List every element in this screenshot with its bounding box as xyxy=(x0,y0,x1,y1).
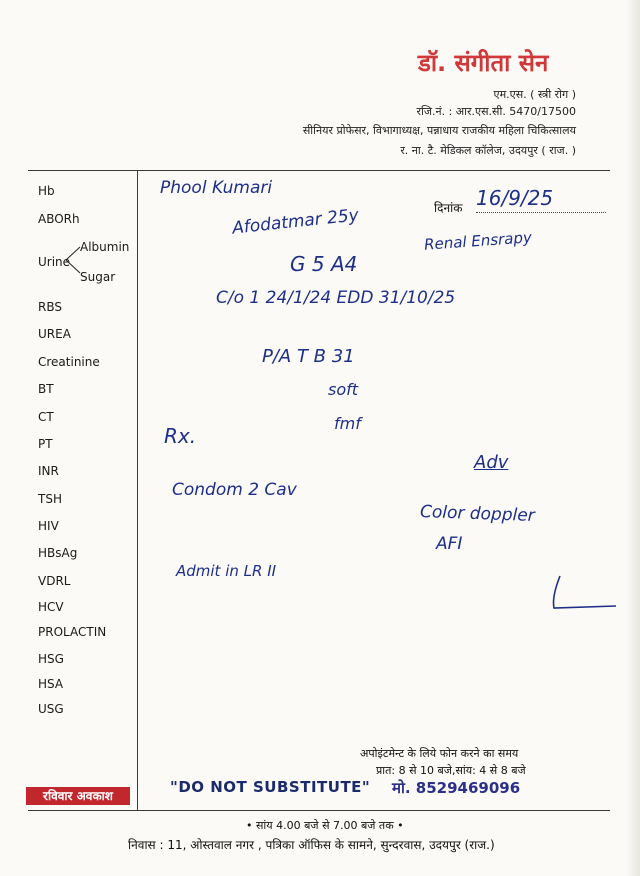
test-usg: USG xyxy=(38,702,64,716)
rx-condom: Condom 2 Cav xyxy=(172,480,297,500)
test-tsh: TSH xyxy=(38,492,62,506)
evening-hours: • सांय 4.00 बजे से 7.00 बजे तक • xyxy=(246,819,404,832)
signature-icon xyxy=(546,574,620,614)
do-not-substitute: "DO NOT SUBSTITUTE" xyxy=(170,778,371,796)
note-soft: soft xyxy=(328,380,359,399)
test-pt: PT xyxy=(38,437,53,451)
test-vdrl: VDRL xyxy=(38,574,71,588)
note-obstetric: G 5 A4 xyxy=(290,252,358,276)
appointment-times: प्रात: 8 से 10 बजे,सांय: 4 से 8 बजे xyxy=(376,764,526,777)
test-urine: Urine xyxy=(38,255,71,269)
residence-address: निवास : 11, ओस्तवाल नगर , पत्रिका ऑफिस के सामने, सुन्दरवास, उदयपुर (राज.) xyxy=(128,838,495,852)
sidebar-divider xyxy=(137,170,138,810)
doctor-name: डॉ. संगीता सेन xyxy=(418,49,549,77)
note-age-line: Afodatmar 25y xyxy=(231,205,360,239)
test-hsa: HSA xyxy=(38,677,64,691)
note-fmf: fmf xyxy=(334,414,361,433)
advice-afi: AFI xyxy=(436,534,463,554)
phone-number: मो. 8529469096 xyxy=(392,779,521,797)
test-hiv: HIV xyxy=(38,519,59,533)
test-bt: BT xyxy=(38,382,54,396)
footer-divider xyxy=(28,810,610,811)
test-inr: INR xyxy=(38,464,59,478)
appointment-note: अपोइंटमेन्ट के लिये फोन करने का समय xyxy=(360,747,519,760)
patient-name: Phool Kumari xyxy=(160,178,273,198)
test-aborh: ABORh xyxy=(38,212,80,226)
test-hb: Hb xyxy=(38,184,55,198)
college-address: र. ना. टै. मेडिकल कॉलेज, उदयपुर ( राज. ) xyxy=(400,144,576,157)
qualification: एम.एस. ( स्त्री रोग ) xyxy=(493,88,576,101)
date-label: दिनांक xyxy=(434,201,463,215)
advice-color-doppler: Color doppler xyxy=(419,502,536,526)
test-hcv: HCV xyxy=(38,600,64,614)
test-urine-sugar: Sugar xyxy=(80,270,116,284)
designation: सीनियर प्रोफेसर, विभागाध्यक्ष, पन्नाधाय राजकीय महिला चिकित्सालय xyxy=(302,124,576,137)
note-pa: P/A T B 31 xyxy=(262,346,355,367)
sunday-holiday-badge: रविवार अवकाश xyxy=(26,787,130,805)
test-rbs: RBS xyxy=(38,300,62,314)
date-line xyxy=(476,212,606,213)
test-urine-albumin: Albumin xyxy=(80,240,130,254)
rx-admit: Admit in LR II xyxy=(176,562,277,580)
test-urea: UREA xyxy=(38,327,71,341)
registration-number: रजि.नं. : आर.एस.सी. 5470/17500 xyxy=(416,105,576,118)
page-edge-shadow xyxy=(626,0,640,876)
advice-heading: Adv xyxy=(474,452,509,473)
test-hsg: HSG xyxy=(38,652,64,666)
test-creatinine: Creatinine xyxy=(38,355,100,369)
test-hbsag: HBsAg xyxy=(38,546,78,560)
test-prolactin: PROLACTIN xyxy=(38,625,107,639)
note-lmp-edd: C/o 1 24/1/24 EDD 31/10/25 xyxy=(216,288,456,308)
date-value: 16/9/25 xyxy=(476,186,554,210)
header-divider xyxy=(28,170,610,171)
rx-symbol: Rx. xyxy=(164,424,197,448)
test-ct: CT xyxy=(38,410,54,424)
note-referral: Renal Ensrapy xyxy=(423,228,533,254)
